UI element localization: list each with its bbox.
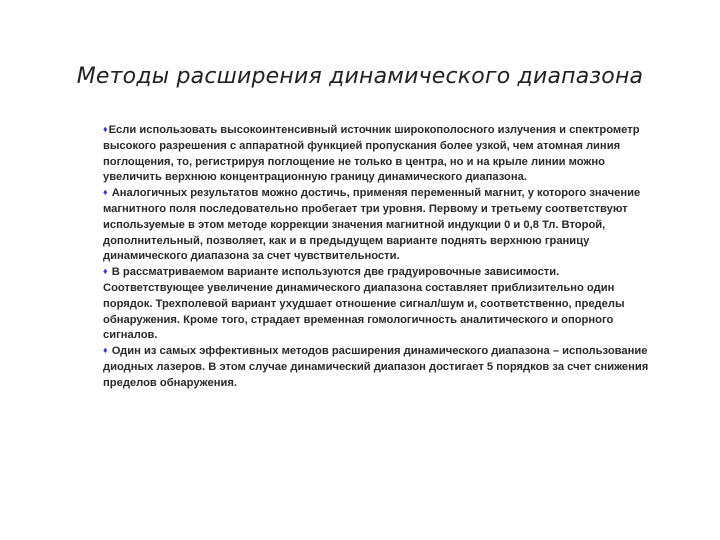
slide-title: Методы расширения динамического диапазона: [76, 64, 644, 89]
paragraph-text: В рассматриваемом варианте используются две градуировочные зависимости. Соответствующее увеличение динамического диапазона составляет приблизительно один порядок. Трехполевой вариант ухудшает отношение сигнал/шум и, соответственно, пределы обнаружения. Кроме того, страдает временная гомологичность аналитического и опорного сигналов.: [103, 266, 625, 342]
paragraph-text: Один из самых эффективных методов расширения динамического диапазона – использование диодных лазеров. В этом случае динамический диапазон достигает 5 порядков за счет снижения пределов обнаружения.: [103, 345, 649, 389]
paragraph-text: Аналогичных результатов можно достичь, применяя переменный магнит, у которого значение магнитного поля последовательно пробегает три уровня. Первому и третьему соответствуют используемые в этом методе коррекции значения магнитной индукции 0 и 0,8 Тл. Второй, дополнительный, позволяет, как и в предыдущем варианте поднять верхнюю границу динамического диапазона за счет чувствительности.: [103, 187, 641, 263]
bullet-paragraph-2: [103, 186, 663, 265]
diamond-bullet-icon: ♦: [103, 124, 108, 134]
bullet-paragraph-1: [103, 123, 663, 186]
bullet-paragraph-3: [103, 265, 663, 344]
diamond-bullet-icon: ♦: [103, 187, 108, 198]
bullet-paragraph-4: [103, 344, 663, 391]
diamond-bullet-icon: ♦: [103, 345, 108, 356]
paragraph-text: Если использовать высокоинтенсивный источник широкополосного излучения и спектрометр высокого разрешения с аппаратной функцией пропускания более узкой, чем атомная линия поглощения, то, регистрируя поглощение не только в центра, но и на крыле линии можно увеличить верхнюю концентрационную границу динамического диапазона.: [103, 124, 640, 184]
slide-body: [103, 123, 663, 392]
diamond-bullet-icon: ♦: [103, 266, 108, 277]
